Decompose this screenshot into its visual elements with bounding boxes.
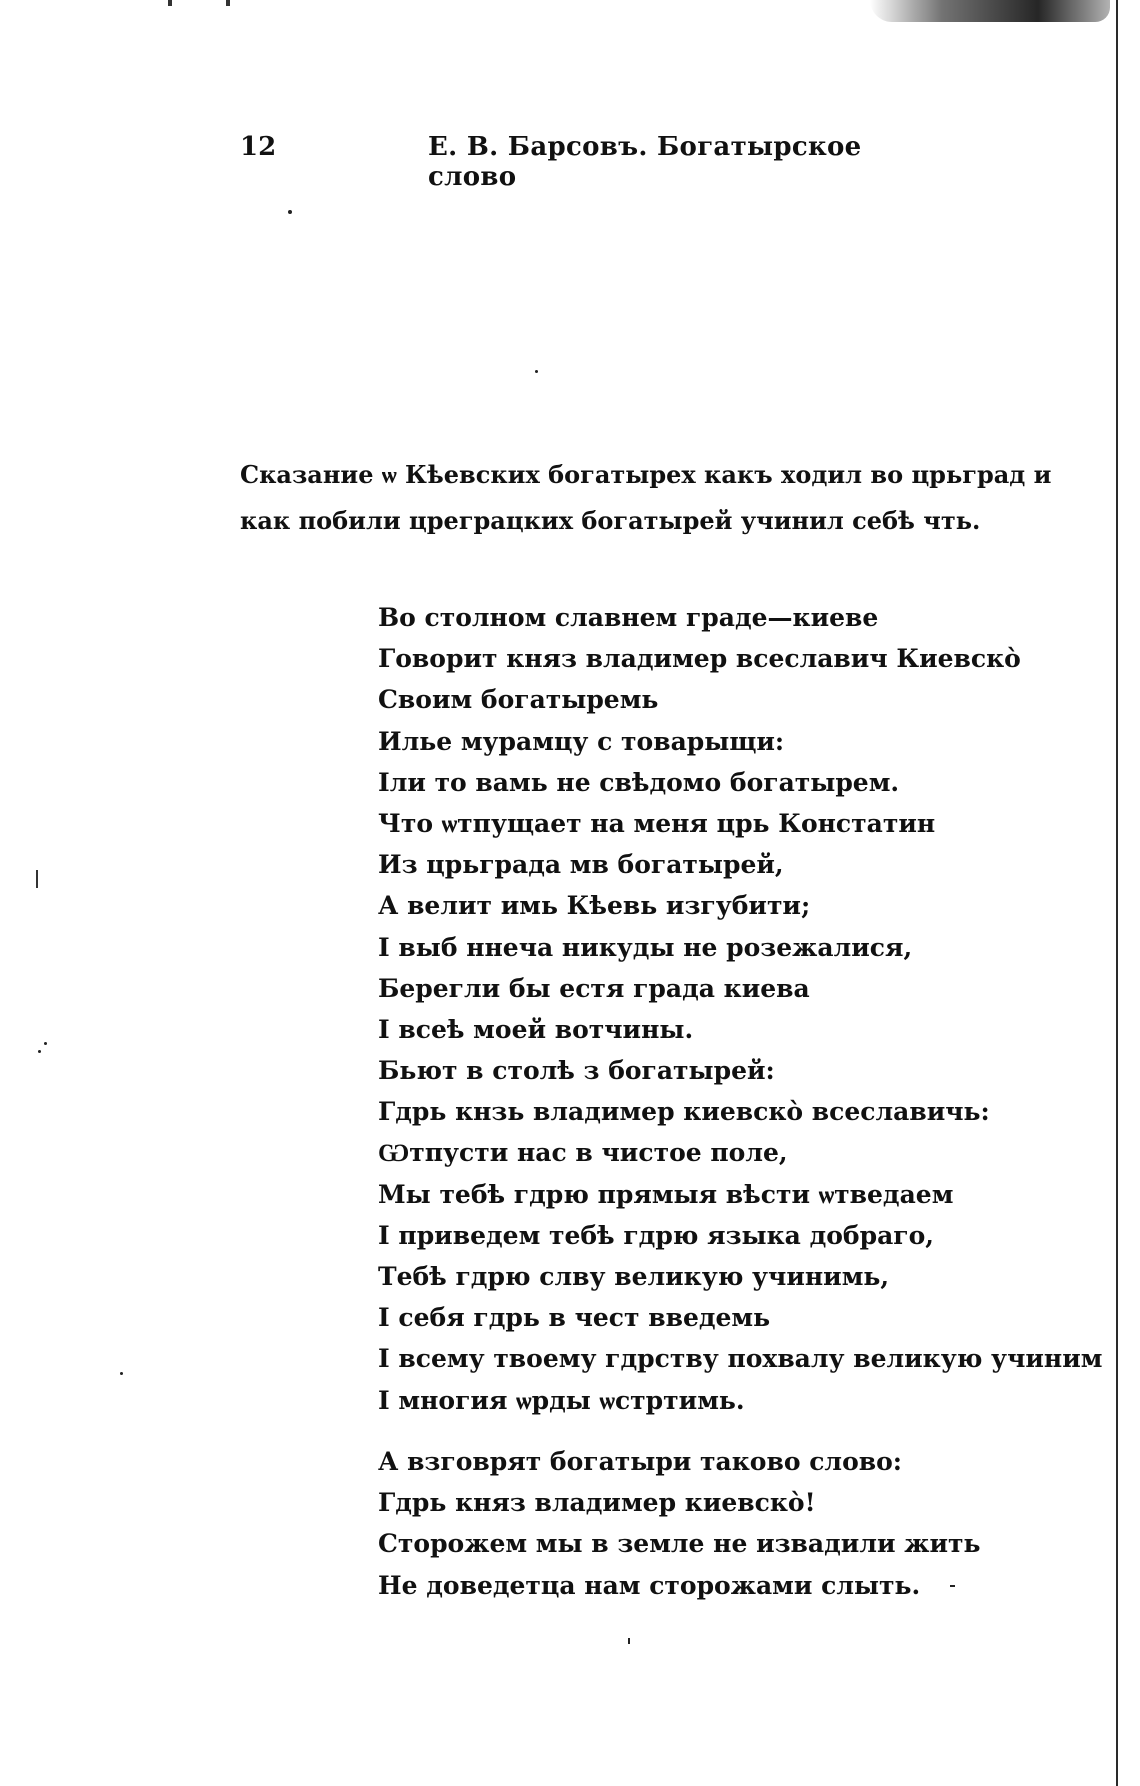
verse-line: Во столном славнем граде—киеве [378, 603, 879, 632]
scan-speck [226, 0, 230, 6]
page-edge-shadow [1116, 0, 1118, 1786]
poem-title [240, 452, 1070, 544]
scan-speck [535, 370, 538, 373]
poem-title-line: Сказание ѡ Кѣевских богатырех какъ ходил во црьград и как побили цреграцких богатырей учинил себѣ чть. [240, 460, 1052, 535]
verse-line: Не доведетца нам сторожами слыть. [378, 1570, 921, 1600]
verse-line: Что ѡтпущает на меня црь Констатин [378, 808, 936, 838]
verse-line: Ѡтпусти нас в чистое поле, [378, 1138, 788, 1168]
verse-line: І себя гдрь в чест введемь [378, 1303, 771, 1333]
verse-line: І приведем тебѣ гдрю языка добраго, [378, 1220, 934, 1250]
scan-mark [36, 870, 38, 888]
verse-line: Своим богатыремь [378, 685, 659, 715]
running-header [240, 132, 940, 192]
verse-line: Берегли бы естя града киева [378, 973, 810, 1003]
scan-speck [44, 1042, 47, 1045]
verse-line: Гдрь княз владимер киевско̀! [378, 1488, 816, 1518]
scan-speck [288, 210, 292, 214]
verse-line: А взговрят богатыри таково слово: [378, 1447, 903, 1476]
verse-line: Гдрь кнзь владимер киевско̀ всеславичь: [378, 1097, 990, 1127]
verse-line: Из црьграда мв богатырей, [378, 850, 784, 880]
stanza [378, 597, 1103, 1421]
verse-line: Бьют в столѣ з богатырей: [378, 1056, 775, 1086]
scan-speck [120, 1372, 123, 1375]
scan-speck [628, 1638, 630, 1644]
verse-line: І многия ѡрды ѡстртимь. [378, 1385, 745, 1415]
verse-line: Говорит княз владимер всеславич Киевско̀ [378, 644, 1021, 674]
scan-speck [168, 0, 172, 6]
verse-line: Илье мурамцу с товарыщи: [378, 726, 785, 756]
verse-line: І выб ннеча никуды не розежалися, [378, 932, 913, 962]
stanza [378, 1441, 1058, 1606]
verse-line: І всему твоему гдрству похвалу великую учиним [378, 1344, 1103, 1374]
verse-line: А велит имь Кѣевь изгубити; [378, 891, 811, 921]
verse-line: І всеѣ моей вотчины. [378, 1014, 694, 1044]
verse-line: Іли то вамь не свѣдомо богатырем. [378, 767, 900, 797]
scan-speck [38, 1050, 41, 1053]
verse-line: Сторожем мы в земле не извадили жить [378, 1529, 981, 1559]
page-number: 12 [240, 132, 277, 162]
verse-line: Мы тебѣ гдрю прямыя вѣсти ѡтведаем [378, 1179, 954, 1209]
running-title: Е. В. Барсовъ. Богатырское слово [428, 132, 862, 192]
verse-line: Тебѣ гдрю слву великую учинимь, [378, 1262, 890, 1291]
scan-smudge [870, 0, 1110, 22]
